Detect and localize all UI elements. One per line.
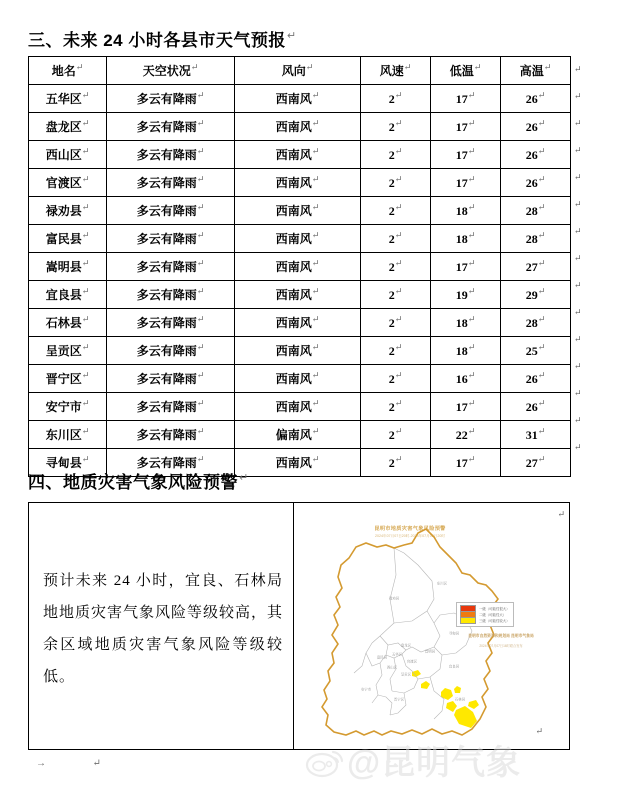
table-cell-wind_dir: 西南风↵ (235, 197, 361, 225)
table-cell-sky: 多云有降雨↵ (107, 449, 235, 477)
map-legend (456, 602, 514, 627)
table-cell-place: 盘龙区↵ (29, 113, 107, 141)
table-cell-sky: 多云有降雨↵ (107, 337, 235, 365)
table-cell-wind_speed: 2↵ (361, 113, 431, 141)
county-label: 寻甸县 (448, 631, 460, 636)
table-cell-wind_dir: 西南风↵ (235, 365, 361, 393)
table-cell-wind_dir: 西南风↵ (235, 393, 361, 421)
hazard-map-cell (294, 503, 569, 749)
table-cell-low: 17↵ (431, 85, 501, 113)
table-header-cell-1: 天空状况↵ (107, 57, 235, 85)
table-row (29, 85, 571, 113)
paragraph-mark: ↵ (574, 91, 582, 101)
table-cell-sky: 多云有降雨↵ (107, 141, 235, 169)
table-row (29, 421, 571, 449)
paragraph-mark: ↵ (535, 726, 543, 736)
paragraph-mark: ↵ (574, 145, 582, 155)
table-cell-low: 18↵ (431, 225, 501, 253)
table-cell-high: 29↵ (501, 281, 571, 309)
table-cell-high: 27↵ (501, 449, 571, 477)
table-cell-place: 禄劝县↵ (29, 197, 107, 225)
county-label: 石林县 (454, 697, 466, 702)
paragraph-mark: ↵ (574, 334, 582, 344)
table-cell-low: 17↵ (431, 253, 501, 281)
table-cell-place: 晋宁区↵ (29, 365, 107, 393)
table-cell-wind_dir: 西南风↵ (235, 281, 361, 309)
table-cell-sky: 多云有降雨↵ (107, 365, 235, 393)
section-4-heading (28, 468, 249, 493)
forecast-table (28, 56, 571, 477)
county-label: 呈贡区 (400, 672, 412, 677)
table-cell-low: 18↵ (431, 197, 501, 225)
table-cell-wind_dir: 西南风↵ (235, 337, 361, 365)
table-header-cell-3: 风速↵ (361, 57, 431, 85)
table-cell-sky: 多云有降雨↵ (107, 113, 235, 141)
table-cell-wind_dir: 西南风↵ (235, 113, 361, 141)
table-cell-low: 16↵ (431, 365, 501, 393)
table-cell-wind_dir: 西南风↵ (235, 141, 361, 169)
paragraph-mark: ↵ (574, 442, 582, 452)
table-cell-high: 28↵ (501, 197, 571, 225)
table-cell-wind_speed: 2↵ (361, 337, 431, 365)
table-cell-place: 富民县↵ (29, 225, 107, 253)
section-3-heading-text: 三、未来 24 小时各县市天气预报 (28, 31, 286, 50)
legend-swatch (460, 617, 476, 624)
paragraph-mark: ↵ (574, 253, 582, 263)
table-cell-wind_speed: 2↵ (361, 365, 431, 393)
table-cell-wind_dir: 西南风↵ (235, 449, 361, 477)
table-cell-sky: 多云有降雨↵ (107, 225, 235, 253)
table-cell-low: 17↵ (431, 449, 501, 477)
table-cell-sky: 多云有降雨↵ (107, 421, 235, 449)
paragraph-mark: ↵ (286, 30, 297, 43)
kunming-risk-map-graphic (294, 503, 569, 749)
table-cell-low: 17↵ (431, 113, 501, 141)
section-4-heading-text: 四、地质灾害气象风险预警 (28, 473, 238, 492)
table-cell-high: 27↵ (501, 253, 571, 281)
table-row (29, 309, 571, 337)
table-cell-wind_speed: 2↵ (361, 309, 431, 337)
table-cell-place: 官渡区↵ (29, 169, 107, 197)
table-cell-wind_speed: 2↵ (361, 85, 431, 113)
table-cell-low: 22↵ (431, 421, 501, 449)
table-cell-high: 31↵ (501, 421, 571, 449)
table-cell-wind_speed: 2↵ (361, 169, 431, 197)
county-label: 富民县 (376, 655, 388, 660)
table-cell-place: 寻甸县↵ (29, 449, 107, 477)
table-cell-sky: 多云有降雨↵ (107, 393, 235, 421)
table-row (29, 197, 571, 225)
table-cell-low: 19↵ (431, 281, 501, 309)
paragraph-mark: ↵ (574, 64, 582, 74)
county-label: 五华区 (391, 652, 403, 657)
paragraph-mark: ↵ (574, 307, 582, 317)
table-cell-wind_dir: 西南风↵ (235, 309, 361, 337)
geo-hazard-box (28, 502, 570, 750)
table-row-paragraph-marks (574, 56, 594, 461)
table-row (29, 337, 571, 365)
map-credit: 昆明市自然资源和规划局 昆明市气象局 (468, 634, 534, 638)
map-subtitle: 2024年07月07日20时-2024年07月08日20时 (375, 534, 445, 538)
table-cell-place: 安宁市↵ (29, 393, 107, 421)
trailing-paragraph-marks: → ↵ (36, 758, 123, 769)
table-row (29, 225, 571, 253)
table-cell-wind_speed: 2↵ (361, 281, 431, 309)
table-cell-place: 东川区↵ (29, 421, 107, 449)
table-cell-sky: 多云有降雨↵ (107, 281, 235, 309)
table-cell-place: 宜良县↵ (29, 281, 107, 309)
paragraph-mark: ↵ (574, 361, 582, 371)
table-cell-place: 呈贡区↵ (29, 337, 107, 365)
table-cell-low: 18↵ (431, 337, 501, 365)
paragraph-mark: ↵ (557, 509, 565, 519)
table-header-row (29, 57, 571, 85)
table-cell-wind_speed: 2↵ (361, 225, 431, 253)
legend-label: 一级（可能性很大） (479, 606, 510, 611)
table-cell-place: 嵩明县↵ (29, 253, 107, 281)
paragraph-mark: ↵ (574, 226, 582, 236)
map-title: 昆明市地质灾害气象风险预警 (374, 526, 446, 532)
table-cell-low: 17↵ (431, 141, 501, 169)
table-header-cell-0: 地名↵ (29, 57, 107, 85)
paragraph-mark: ↵ (574, 415, 582, 425)
table-cell-wind_speed: 2↵ (361, 393, 431, 421)
table-row (29, 393, 571, 421)
table-cell-wind_speed: 2↵ (361, 197, 431, 225)
watermark-handle: @昆明气象 (347, 744, 522, 782)
table-cell-wind_dir: 西南风↵ (235, 225, 361, 253)
legend-label: 二级（可能性大） (479, 612, 507, 617)
table-cell-wind_speed: 2↵ (361, 449, 431, 477)
table-cell-high: 26↵ (501, 85, 571, 113)
table-cell-low: 18↵ (431, 309, 501, 337)
table-cell-sky: 多云有降雨↵ (107, 253, 235, 281)
paragraph-mark: ↵ (574, 280, 582, 290)
table-cell-high: 25↵ (501, 337, 571, 365)
table-row (29, 113, 571, 141)
table-cell-high: 26↵ (501, 365, 571, 393)
paragraph-mark: ↵ (574, 388, 582, 398)
table-cell-wind_speed: 2↵ (361, 141, 431, 169)
legend-label: 三级（可能性较大） (479, 618, 510, 623)
county-label: 西山区 (386, 665, 398, 670)
table-cell-sky: 多云有降雨↵ (107, 169, 235, 197)
table-cell-sky: 多云有降雨↵ (107, 309, 235, 337)
table-cell-high: 26↵ (501, 169, 571, 197)
table-cell-wind_speed: 2↵ (361, 421, 431, 449)
paragraph-mark: ↵ (574, 172, 582, 182)
hazard-text-cell (29, 503, 294, 749)
table-cell-wind_dir: 西南风↵ (235, 169, 361, 197)
county-label: 东川区 (436, 581, 448, 586)
table-cell-wind_dir: 西南风↵ (235, 85, 361, 113)
table-cell-high: 26↵ (501, 113, 571, 141)
county-label: 禄劝县 (388, 596, 400, 601)
table-cell-high: 28↵ (501, 225, 571, 253)
hazard-body-text: 预计未来 24 小时，宜良、石林局地地质灾害气象风险等级较高，其余区域地质灾害气象风险等级较低。 (43, 573, 284, 685)
table-cell-low: 17↵ (431, 393, 501, 421)
county-label: 盘龙区 (400, 643, 412, 648)
map-credit-date: 2024年07月07日16时联合发布 (479, 644, 523, 648)
table-cell-wind_speed: 2↵ (361, 253, 431, 281)
forecast-table-wrapper (28, 56, 570, 477)
county-label: 官渡区 (406, 659, 418, 664)
table-row (29, 169, 571, 197)
county-label: 安宁市 (360, 687, 372, 692)
table-cell-high: 26↵ (501, 393, 571, 421)
table-cell-place: 五华区↵ (29, 85, 107, 113)
paragraph-mark: ↵ (574, 199, 582, 209)
table-header-cell-2: 风向↵ (235, 57, 361, 85)
table-cell-sky: 多云有降雨↵ (107, 197, 235, 225)
county-label: 嵩明县 (424, 649, 436, 654)
risk-area-fills (412, 670, 479, 728)
paragraph-mark: ↵ (574, 118, 582, 128)
table-cell-place: 石林县↵ (29, 309, 107, 337)
table-header-cell-4: 低温↵ (431, 57, 501, 85)
table-cell-place: 西山区↵ (29, 141, 107, 169)
section-3-heading (28, 26, 297, 51)
county-label: 晋宁区 (393, 697, 405, 702)
table-cell-wind_dir: 西南风↵ (235, 253, 361, 281)
table-cell-high: 26↵ (501, 141, 571, 169)
table-cell-low: 17↵ (431, 169, 501, 197)
table-header-cell-5: 高温↵ (501, 57, 571, 85)
table-cell-wind_dir: 偏南风↵ (235, 421, 361, 449)
table-body (29, 85, 571, 477)
table-cell-high: 28↵ (501, 309, 571, 337)
table-row (29, 365, 571, 393)
county-label: 宜良县 (448, 664, 460, 669)
table-row (29, 281, 571, 309)
table-row (29, 253, 571, 281)
legend-row-2 (460, 618, 510, 624)
paragraph-mark: ↵ (239, 472, 249, 485)
table-cell-sky: 多云有降雨↵ (107, 85, 235, 113)
table-row (29, 141, 571, 169)
